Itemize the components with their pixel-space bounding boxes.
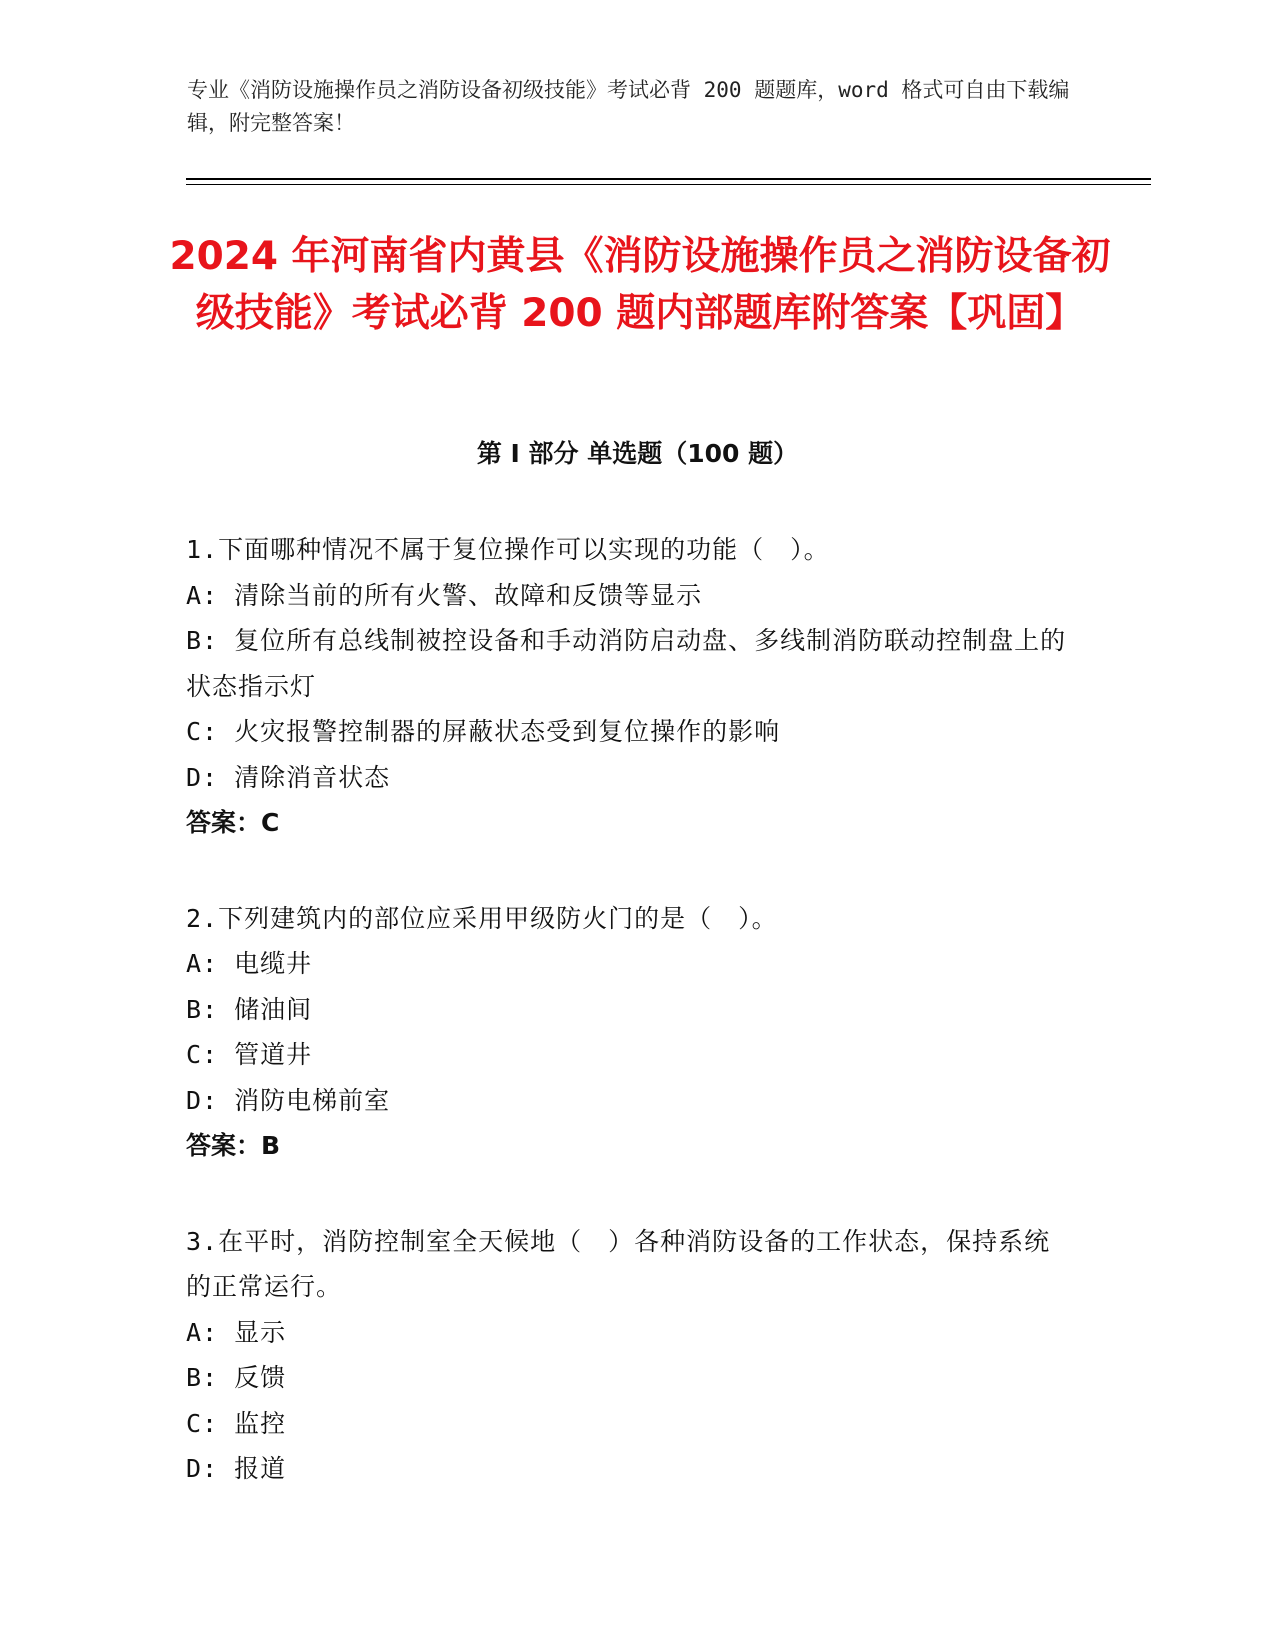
option-a: A: 清除当前的所有火警、故障和反馈等显示	[186, 580, 703, 610]
option-c: C: 管道井	[186, 1040, 313, 1069]
section-title: 第 I 部分 单选题（100 题）	[476, 439, 799, 468]
question-stem: 1.下面哪种情况不属于复位操作可以实现的功能（ ）。	[186, 535, 830, 564]
header-rule-thick	[186, 178, 1151, 180]
header-rule-thin	[186, 184, 1151, 185]
option-d: D: 消防电梯前室	[186, 1085, 391, 1115]
question-stem: 3.在平时，消防控制室全天候地（ ）各种消防设备的工作状态，保持系统的正常运行。	[186, 1226, 1051, 1301]
option-b: B: 储油间	[186, 994, 313, 1024]
question-1	[186, 527, 1076, 846]
option-a: A: 显示	[186, 1317, 287, 1347]
answer: 答案：C	[186, 808, 280, 837]
answer: 答案：B	[186, 1131, 281, 1160]
question-2	[186, 896, 1076, 1169]
option-d: D: 报道	[186, 1454, 287, 1483]
question-3	[186, 1219, 1076, 1492]
option-a: A: 电缆井	[186, 949, 313, 978]
header-note: 专业《消防设施操作员之消防设备初级技能》考试必背 200 题题库，word 格式可自由下载编辑，附完整答案！	[187, 78, 1070, 135]
option-c: C: 监控	[186, 1408, 287, 1438]
option-d: D: 清除消音状态	[186, 762, 391, 792]
question-list	[186, 527, 1076, 1542]
option-c: C: 火灾报警控制器的屏蔽状态受到复位操作的影响	[186, 717, 781, 746]
option-b: B: 复位所有总线制被控设备和手动消防启动盘、多线制消防联动控制盘上的状态指示灯	[186, 626, 1067, 701]
question-stem: 2.下列建筑内的部位应采用甲级防火门的是（ ）。	[186, 903, 778, 933]
option-b: B: 反馈	[186, 1363, 287, 1392]
document-title: 2024 年河南省内黄县《消防设施操作员之消防设备初级技能》考试必背 200 题内部题库附答案【巩固】	[169, 234, 1111, 336]
